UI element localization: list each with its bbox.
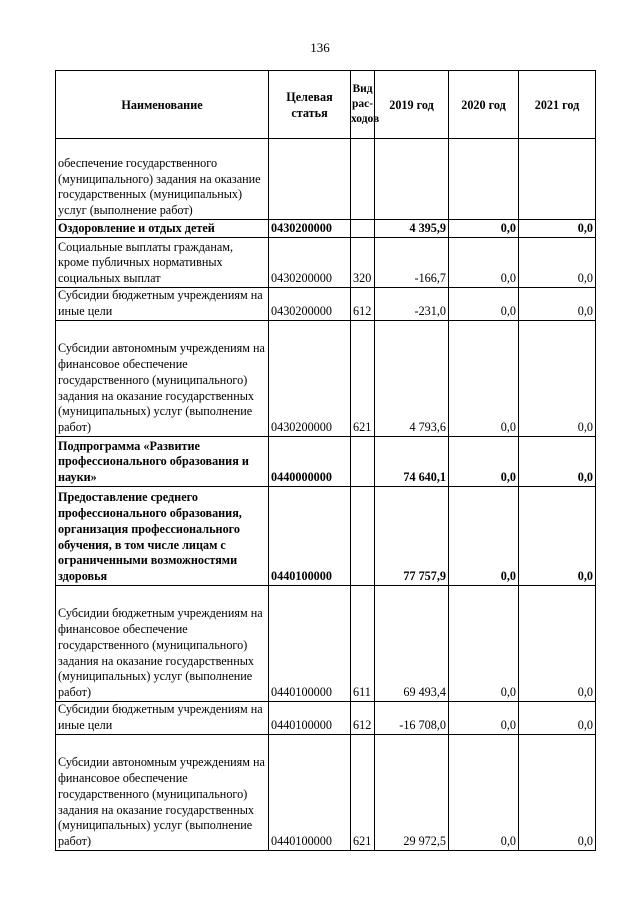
row-code: 0440100000 [269, 586, 351, 702]
row-2021 [519, 139, 596, 220]
table-row [56, 437, 596, 487]
table-row [56, 220, 596, 238]
row-code: 0430200000 [269, 321, 351, 437]
row-2020: 0,0 [449, 220, 519, 238]
page-number: 136 [310, 40, 330, 55]
row-name: Социальные выплаты гражданам, кроме публичных нормативных социальных выплат [56, 238, 269, 288]
row-2021: 0,0 [519, 288, 596, 321]
row-2021: 0,0 [519, 437, 596, 487]
row-type [351, 487, 375, 586]
row-2020: 0,0 [449, 238, 519, 288]
header-code: Целевая статья [269, 71, 351, 139]
row-2020: 0,0 [449, 487, 519, 586]
row-2021: 0,0 [519, 586, 596, 702]
row-2019: 4 395,9 [375, 220, 449, 238]
row-name: Оздоровление и отдых детей [56, 220, 269, 238]
row-type [351, 139, 375, 220]
row-2021: 0,0 [519, 487, 596, 586]
header-name: Наименование [56, 71, 269, 139]
row-code: 0440000000 [269, 437, 351, 487]
row-2019: -166,7 [375, 238, 449, 288]
header-type: Вид рас-ходов [351, 71, 375, 139]
table-row [56, 238, 596, 288]
row-2020 [449, 139, 519, 220]
row-type: 320 [351, 238, 375, 288]
budget-table [55, 70, 596, 851]
row-2019: -16 708,0 [375, 702, 449, 735]
row-code: 0430200000 [269, 238, 351, 288]
header-2020: 2020 год [449, 71, 519, 139]
row-code: 0440100000 [269, 735, 351, 851]
header-2019: 2019 год [375, 71, 449, 139]
table-row [56, 487, 596, 586]
row-2021: 0,0 [519, 238, 596, 288]
row-2021: 0,0 [519, 735, 596, 851]
row-name: Субсидии автономным учреждениям на финансовое обеспечение государственного (муниципального) задания на оказание государственных (муниципальных) услуг (выполнение работ) [56, 321, 269, 437]
row-name: Субсидии бюджетным учреждениям на иные цели [56, 702, 269, 735]
header-2021: 2021 год [519, 71, 596, 139]
row-name: обеспечение государственного (муниципального) задания на оказание государственных (муниципальных) услуг (выполнение работ) [56, 139, 269, 220]
row-2021: 0,0 [519, 321, 596, 437]
row-name: Предоставление среднего профессионального образования, организация профессионального обучения, в том числе лицам с ограниченными возможностями здоровья [56, 487, 269, 586]
row-2019: 74 640,1 [375, 437, 449, 487]
table-row [56, 702, 596, 735]
row-name: Субсидии бюджетным учреждениям на финансовое обеспечение государственного (муниципального) задания на оказание государственных (муниципальных) услуг (выполнение работ) [56, 586, 269, 702]
table-row [56, 321, 596, 437]
row-code [269, 139, 351, 220]
row-2020: 0,0 [449, 437, 519, 487]
row-2019: 29 972,5 [375, 735, 449, 851]
table-header [56, 71, 596, 139]
table-row [56, 586, 596, 702]
row-code: 0430200000 [269, 220, 351, 238]
row-type: 621 [351, 321, 375, 437]
row-name: Субсидии автономным учреждениям на финансовое обеспечение государственного (муниципального) задания на оказание государственных (муниципальных) услуг (выполнение работ) [56, 735, 269, 851]
row-type: 611 [351, 586, 375, 702]
row-2020: 0,0 [449, 321, 519, 437]
row-2021: 0,0 [519, 702, 596, 735]
table-body [56, 139, 596, 851]
row-type: 612 [351, 288, 375, 321]
row-2019: 77 757,9 [375, 487, 449, 586]
row-type [351, 437, 375, 487]
row-2019: -231,0 [375, 288, 449, 321]
row-2019: 4 793,6 [375, 321, 449, 437]
row-2019: 69 493,4 [375, 586, 449, 702]
row-type: 621 [351, 735, 375, 851]
table-row [56, 288, 596, 321]
row-code: 0440100000 [269, 487, 351, 586]
table-row [56, 139, 596, 220]
table-row [56, 735, 596, 851]
row-2020: 0,0 [449, 702, 519, 735]
row-name: Подпрограмма «Развитие профессионального образования и науки» [56, 437, 269, 487]
row-code: 0430200000 [269, 288, 351, 321]
row-2019 [375, 139, 449, 220]
row-type [351, 220, 375, 238]
row-code: 0440100000 [269, 702, 351, 735]
row-type: 612 [351, 702, 375, 735]
row-2020: 0,0 [449, 586, 519, 702]
row-2020: 0,0 [449, 735, 519, 851]
row-2020: 0,0 [449, 288, 519, 321]
row-name: Субсидии бюджетным учреждениям на иные цели [56, 288, 269, 321]
row-2021: 0,0 [519, 220, 596, 238]
